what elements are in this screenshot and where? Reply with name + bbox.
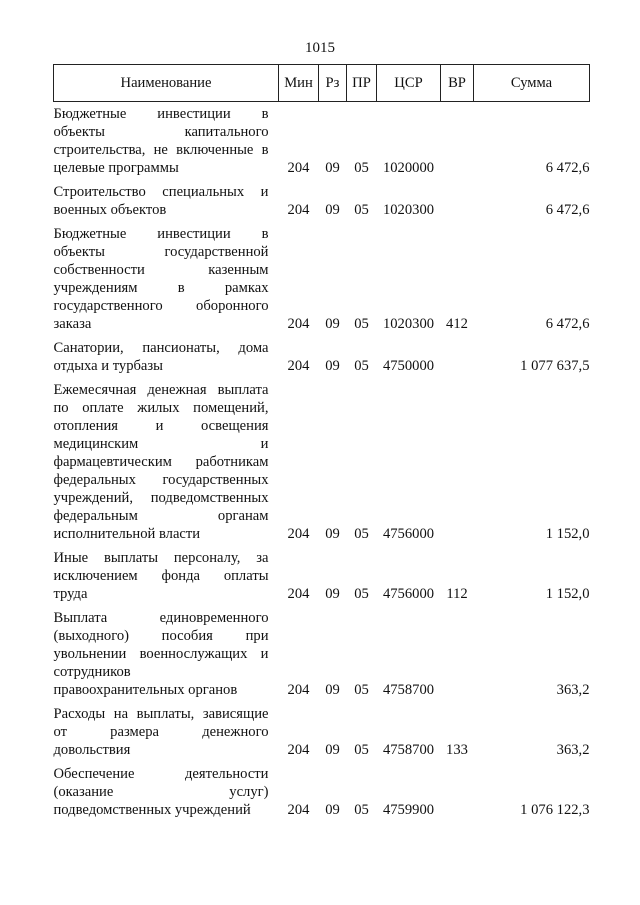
header-min: Мин — [279, 65, 319, 102]
row-pr: 05 — [354, 682, 369, 698]
row-name-line: Бюджетные инвестиции в — [53, 226, 269, 242]
row-name-line: заказа — [53, 316, 92, 332]
row-name-line: правоохранительных органов — [53, 682, 238, 698]
header-csr: ЦСР — [377, 65, 441, 102]
row-rz: 09 — [325, 160, 340, 176]
row-name-line: Расходы на выплаты, зависящие — [53, 706, 269, 722]
table-body — [54, 102, 590, 823]
row-vr — [441, 606, 474, 702]
row-vr — [441, 378, 474, 546]
row-rz: 09 — [325, 682, 340, 698]
row-min: 204 — [287, 586, 310, 602]
row-min: 204 — [287, 202, 310, 218]
table-row — [54, 180, 590, 222]
budget-table — [53, 64, 590, 822]
table-row — [54, 546, 590, 606]
row-name-line: Обеспечение деятельности — [53, 766, 269, 782]
row-name-line: от размера денежного — [53, 724, 269, 740]
row-rz: 09 — [325, 358, 340, 374]
row-rz: 09 — [325, 742, 340, 758]
row-sum: 6 472,6 — [545, 160, 590, 176]
row-rz: 09 — [325, 586, 340, 602]
row-vr: 133 — [446, 742, 468, 758]
row-csr: 4758700 — [382, 742, 435, 758]
row-sum: 363,2 — [556, 742, 590, 758]
row-min: 204 — [287, 358, 310, 374]
row-name-line: медицинским и — [53, 436, 269, 452]
row-vr: 112 — [446, 586, 468, 602]
table-row — [54, 606, 590, 702]
row-name-line: собственности казенным — [53, 262, 269, 278]
row-rz: 09 — [325, 802, 340, 818]
row-vr — [441, 336, 474, 378]
row-vr — [441, 180, 474, 222]
row-pr: 05 — [354, 742, 369, 758]
table-row — [54, 378, 590, 546]
row-sum: 6 472,6 — [545, 316, 590, 332]
table-row — [54, 336, 590, 378]
row-name-line: по оплате жилых помещений, — [53, 400, 269, 416]
row-min: 204 — [287, 742, 310, 758]
row-pr: 05 — [354, 358, 369, 374]
page-number: 1015 — [305, 40, 335, 56]
row-name — [54, 102, 279, 181]
row-vr — [441, 762, 474, 822]
row-csr: 4750000 — [382, 358, 435, 374]
row-name-line: отдыха и турбазы — [53, 358, 163, 374]
row-name-line: труда — [53, 586, 88, 602]
row-sum: 1 076 122,3 — [520, 802, 590, 818]
row-name-line: исполнительной власти — [53, 526, 201, 542]
row-name-line: Иные выплаты персоналу, за — [53, 550, 269, 566]
row-min: 204 — [287, 526, 310, 542]
row-sum: 1 152,0 — [545, 586, 590, 602]
row-name-line: целевые программы — [53, 160, 179, 176]
row-name-line: довольствия — [53, 742, 131, 758]
row-name-line: Строительство специальных и — [53, 184, 269, 200]
row-sum: 1 077 637,5 — [520, 358, 590, 374]
row-name-line: Санатории, пансионаты, дома — [53, 340, 269, 356]
row-rz: 09 — [325, 316, 340, 332]
row-rz: 09 — [325, 202, 340, 218]
header-sum: Сумма — [474, 65, 590, 102]
table-row — [54, 702, 590, 762]
header-pr: ПР — [347, 65, 377, 102]
row-sum: 6 472,6 — [545, 202, 590, 218]
table-row — [54, 102, 590, 181]
row-name — [54, 180, 279, 222]
row-name-line: объекты капитального — [53, 124, 269, 140]
row-name-line: фармацевтическим работникам — [53, 454, 269, 470]
row-name-line: объекты государственной — [53, 244, 269, 260]
row-name-line: учреждениям в рамках — [53, 280, 269, 296]
row-name — [54, 378, 279, 546]
row-name-line: военных объектов — [53, 202, 167, 218]
row-name — [54, 762, 279, 822]
row-name-line: строительства, не включенные в — [53, 142, 269, 158]
row-csr: 4756000 — [382, 526, 435, 542]
row-name — [54, 336, 279, 378]
row-csr: 4759900 — [382, 802, 435, 818]
row-vr — [441, 102, 474, 181]
table-row — [54, 222, 590, 336]
row-name-line: учреждений, подведомственных — [53, 490, 269, 506]
row-name-line: федеральным органам — [53, 508, 269, 524]
row-name-line: Ежемесячная денежная выплата — [53, 382, 269, 398]
row-vr: 412 — [446, 316, 468, 332]
row-name — [54, 546, 279, 606]
row-csr: 4756000 — [382, 586, 435, 602]
row-pr: 05 — [354, 526, 369, 542]
row-name-line: Выплата единовременного — [53, 610, 269, 626]
row-csr: 1020000 — [382, 160, 435, 176]
row-min: 204 — [287, 316, 310, 332]
row-csr: 1020300 — [382, 202, 435, 218]
row-name-line: отопления и освещения — [53, 418, 269, 434]
row-sum: 363,2 — [556, 682, 590, 698]
row-min: 204 — [287, 160, 310, 176]
row-csr: 4758700 — [382, 682, 435, 698]
table-row — [54, 762, 590, 822]
row-name — [54, 702, 279, 762]
row-pr: 05 — [354, 160, 369, 176]
header-name: Наименование — [54, 65, 279, 102]
row-name-line: увольнении военнослужащих и — [53, 646, 269, 662]
row-name-line: исключением фонда оплаты — [53, 568, 269, 584]
row-name-line: (оказание услуг) — [53, 784, 269, 800]
row-sum: 1 152,0 — [545, 526, 590, 542]
header-vr: ВР — [441, 65, 474, 102]
row-name-line: сотрудников — [53, 664, 131, 680]
row-pr: 05 — [354, 802, 369, 818]
row-csr: 1020300 — [382, 316, 435, 332]
header-rz: Рз — [319, 65, 347, 102]
row-name-line: Бюджетные инвестиции в — [53, 106, 269, 122]
row-name — [54, 222, 279, 336]
row-name-line: подведомственных учреждений — [53, 802, 251, 818]
table-header — [54, 65, 590, 102]
row-name-line: государственного оборонного — [53, 298, 269, 314]
row-rz: 09 — [325, 526, 340, 542]
row-min: 204 — [287, 682, 310, 698]
row-name — [54, 606, 279, 702]
row-pr: 05 — [354, 316, 369, 332]
row-name-line: федеральных государственных — [53, 472, 269, 488]
row-pr: 05 — [354, 586, 369, 602]
row-name-line: (выходного) пособия при — [53, 628, 269, 644]
row-min: 204 — [287, 802, 310, 818]
row-pr: 05 — [354, 202, 369, 218]
